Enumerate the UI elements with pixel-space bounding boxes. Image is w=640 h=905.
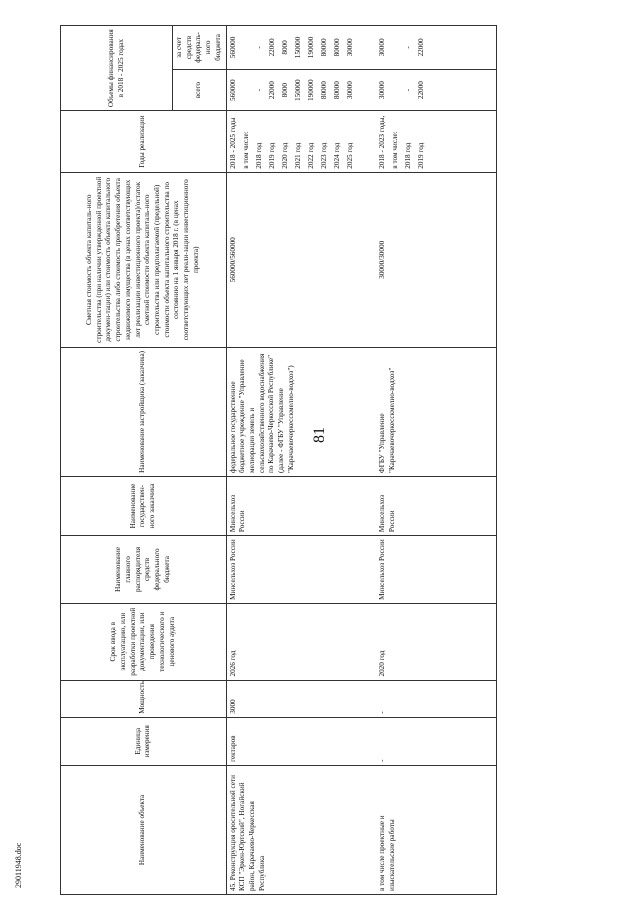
header-developer: Наименование застройщика (заказчика) — [61, 347, 227, 476]
total-value: - — [404, 88, 413, 92]
year-item: 2019 год — [267, 142, 276, 169]
cost-cell: 30000/30000 — [376, 172, 496, 347]
footer-filename: 29011948.doc — [14, 842, 23, 888]
customer-cell: Минсельхоз России — [376, 476, 496, 535]
total-value: 80000 — [319, 81, 328, 100]
table-row — [376, 26, 496, 895]
federal-value: 30000 — [378, 38, 387, 57]
cost-cell: 560000/560000 — [226, 172, 376, 347]
row-number: 45. — [228, 882, 237, 891]
federal-value — [242, 29, 255, 66]
header-total: всего — [173, 69, 227, 111]
header-object-name: Наименование объекта — [61, 765, 227, 894]
federal-value: - — [254, 46, 263, 49]
years-cell — [226, 111, 376, 172]
federal-value: 190000 — [306, 36, 315, 59]
year-item: 2021 год — [293, 142, 302, 169]
capacity-cell: - — [376, 680, 496, 717]
year-item: 2019 год — [417, 142, 426, 169]
year-item: 2022 год — [306, 142, 315, 169]
federal-cell — [226, 26, 376, 70]
customer-cell: Минсельхоз России — [226, 476, 376, 535]
total-value: 22000 — [417, 81, 426, 100]
federal-value: - — [404, 46, 413, 49]
unit-cell: гектаров — [226, 717, 376, 765]
header-cost: Сметная стоимость объекта капиталь-ного строительства (при наличии утвержденной проектной докумен-тации) или стоимость объекта капитального строительства либо стоимость приобретения объекта недвижимого имущества (в ценах соответствующих лет реализации инвестиционного проекта)/остаток сметной стоимости объекта капиталь-ного строительства или предполагаемой (предельной) стоимости объекта капитального строительства по состоянию на 1 января 2018 г. (в ценах соответствующих лет реали-зации инвестиционного проекта) — [61, 172, 227, 347]
federal-value: 30000 — [345, 38, 354, 57]
total-value — [391, 73, 404, 108]
header-deadline: Срок ввода в эксплуатацию, или разработки проектной документации, или проведения технологического и ценового аудита — [61, 603, 227, 680]
rotated-table-container — [60, 25, 630, 895]
total-value: - — [254, 88, 263, 92]
year-item: 2025 год — [345, 142, 354, 169]
object-name: Реконструкция оросительной сети КСП "Эркен-Юртский", Ногайский район, Карачаево-Черкесская Республика — [228, 775, 266, 891]
total-value: 80000 — [332, 81, 341, 100]
page-number: 81 — [311, 427, 328, 443]
federal-value: 22000 — [417, 38, 426, 57]
header-years: Годы реализации — [61, 111, 227, 172]
year-item: 2023 год — [319, 142, 328, 169]
federal-value — [391, 29, 404, 66]
header-federal: за счет средств федераль-ного бюджета — [173, 26, 227, 70]
total-value — [242, 73, 255, 108]
developer-cell: федеральное государственное бюджетное учреждение "Управление мелиорации земель и сельскохозяйственного водоснабжения по Карачаево-Черкесской Республике" (далее - ФГБУ "Управление "Карачаевочеркесскмелио-водхоз") — [226, 347, 376, 476]
federal-value: 22000 — [267, 38, 276, 57]
year-item: 2018 - 2025 годы — [228, 117, 237, 169]
year-item: 2018 год — [404, 142, 413, 169]
total-value: 30000 — [345, 81, 354, 100]
main-manager-cell: Минсельхоз России — [376, 536, 496, 604]
total-value: 150000 — [293, 79, 302, 101]
total-value: 22000 — [267, 81, 276, 100]
deadline-cell: 2020 год — [376, 603, 496, 680]
total-value: 30000 — [378, 81, 387, 100]
table-row — [226, 26, 376, 895]
year-item: в том числе: — [241, 131, 250, 169]
total-cell — [376, 69, 496, 111]
federal-value: 150000 — [293, 36, 302, 59]
year-item: 2018 - 2023 годы, — [378, 115, 387, 169]
funding-table — [60, 25, 497, 895]
rotated-table — [60, 25, 630, 895]
total-value: 560000 — [228, 79, 237, 101]
federal-value: 80000 — [332, 38, 341, 57]
total-value: 8000 — [280, 82, 289, 98]
capacity-cell: 3000 — [226, 680, 376, 717]
total-value: 190000 — [306, 79, 315, 101]
header-unit: Единица измерения — [61, 717, 227, 765]
header-main-manager: Наименование главного распорядителя средств федерального бюджета — [61, 536, 227, 604]
deadline-cell: 2026 год — [226, 603, 376, 680]
header-customer: Наименование государствен-ного заказчика — [61, 476, 227, 535]
federal-value: 8000 — [280, 40, 289, 55]
year-item: 2024 год — [332, 142, 341, 169]
years-cell — [376, 111, 496, 172]
unit-cell: - — [376, 717, 496, 765]
object-name-cell — [226, 765, 376, 894]
object-name: в том числе проектные и изыскательские работы — [378, 815, 396, 891]
year-item: в том числе: — [391, 131, 400, 169]
year-item: 2020 год — [280, 142, 289, 169]
total-cell — [226, 69, 376, 111]
developer-cell: ФГБУ "Управление "Карачаевочеркесскмелио-водхоз" — [376, 347, 496, 476]
federal-cell — [376, 26, 496, 70]
federal-value: 560000 — [228, 36, 237, 59]
federal-value: 80000 — [319, 38, 328, 57]
header-capacity: Мощность — [61, 680, 227, 717]
object-name-cell — [376, 765, 496, 894]
main-manager-cell: Минсельхоз России — [226, 536, 376, 604]
year-item: 2018 год — [254, 142, 263, 169]
header-funding-group: Объемы финансирования в 2018 - 2025 годах — [61, 26, 173, 111]
